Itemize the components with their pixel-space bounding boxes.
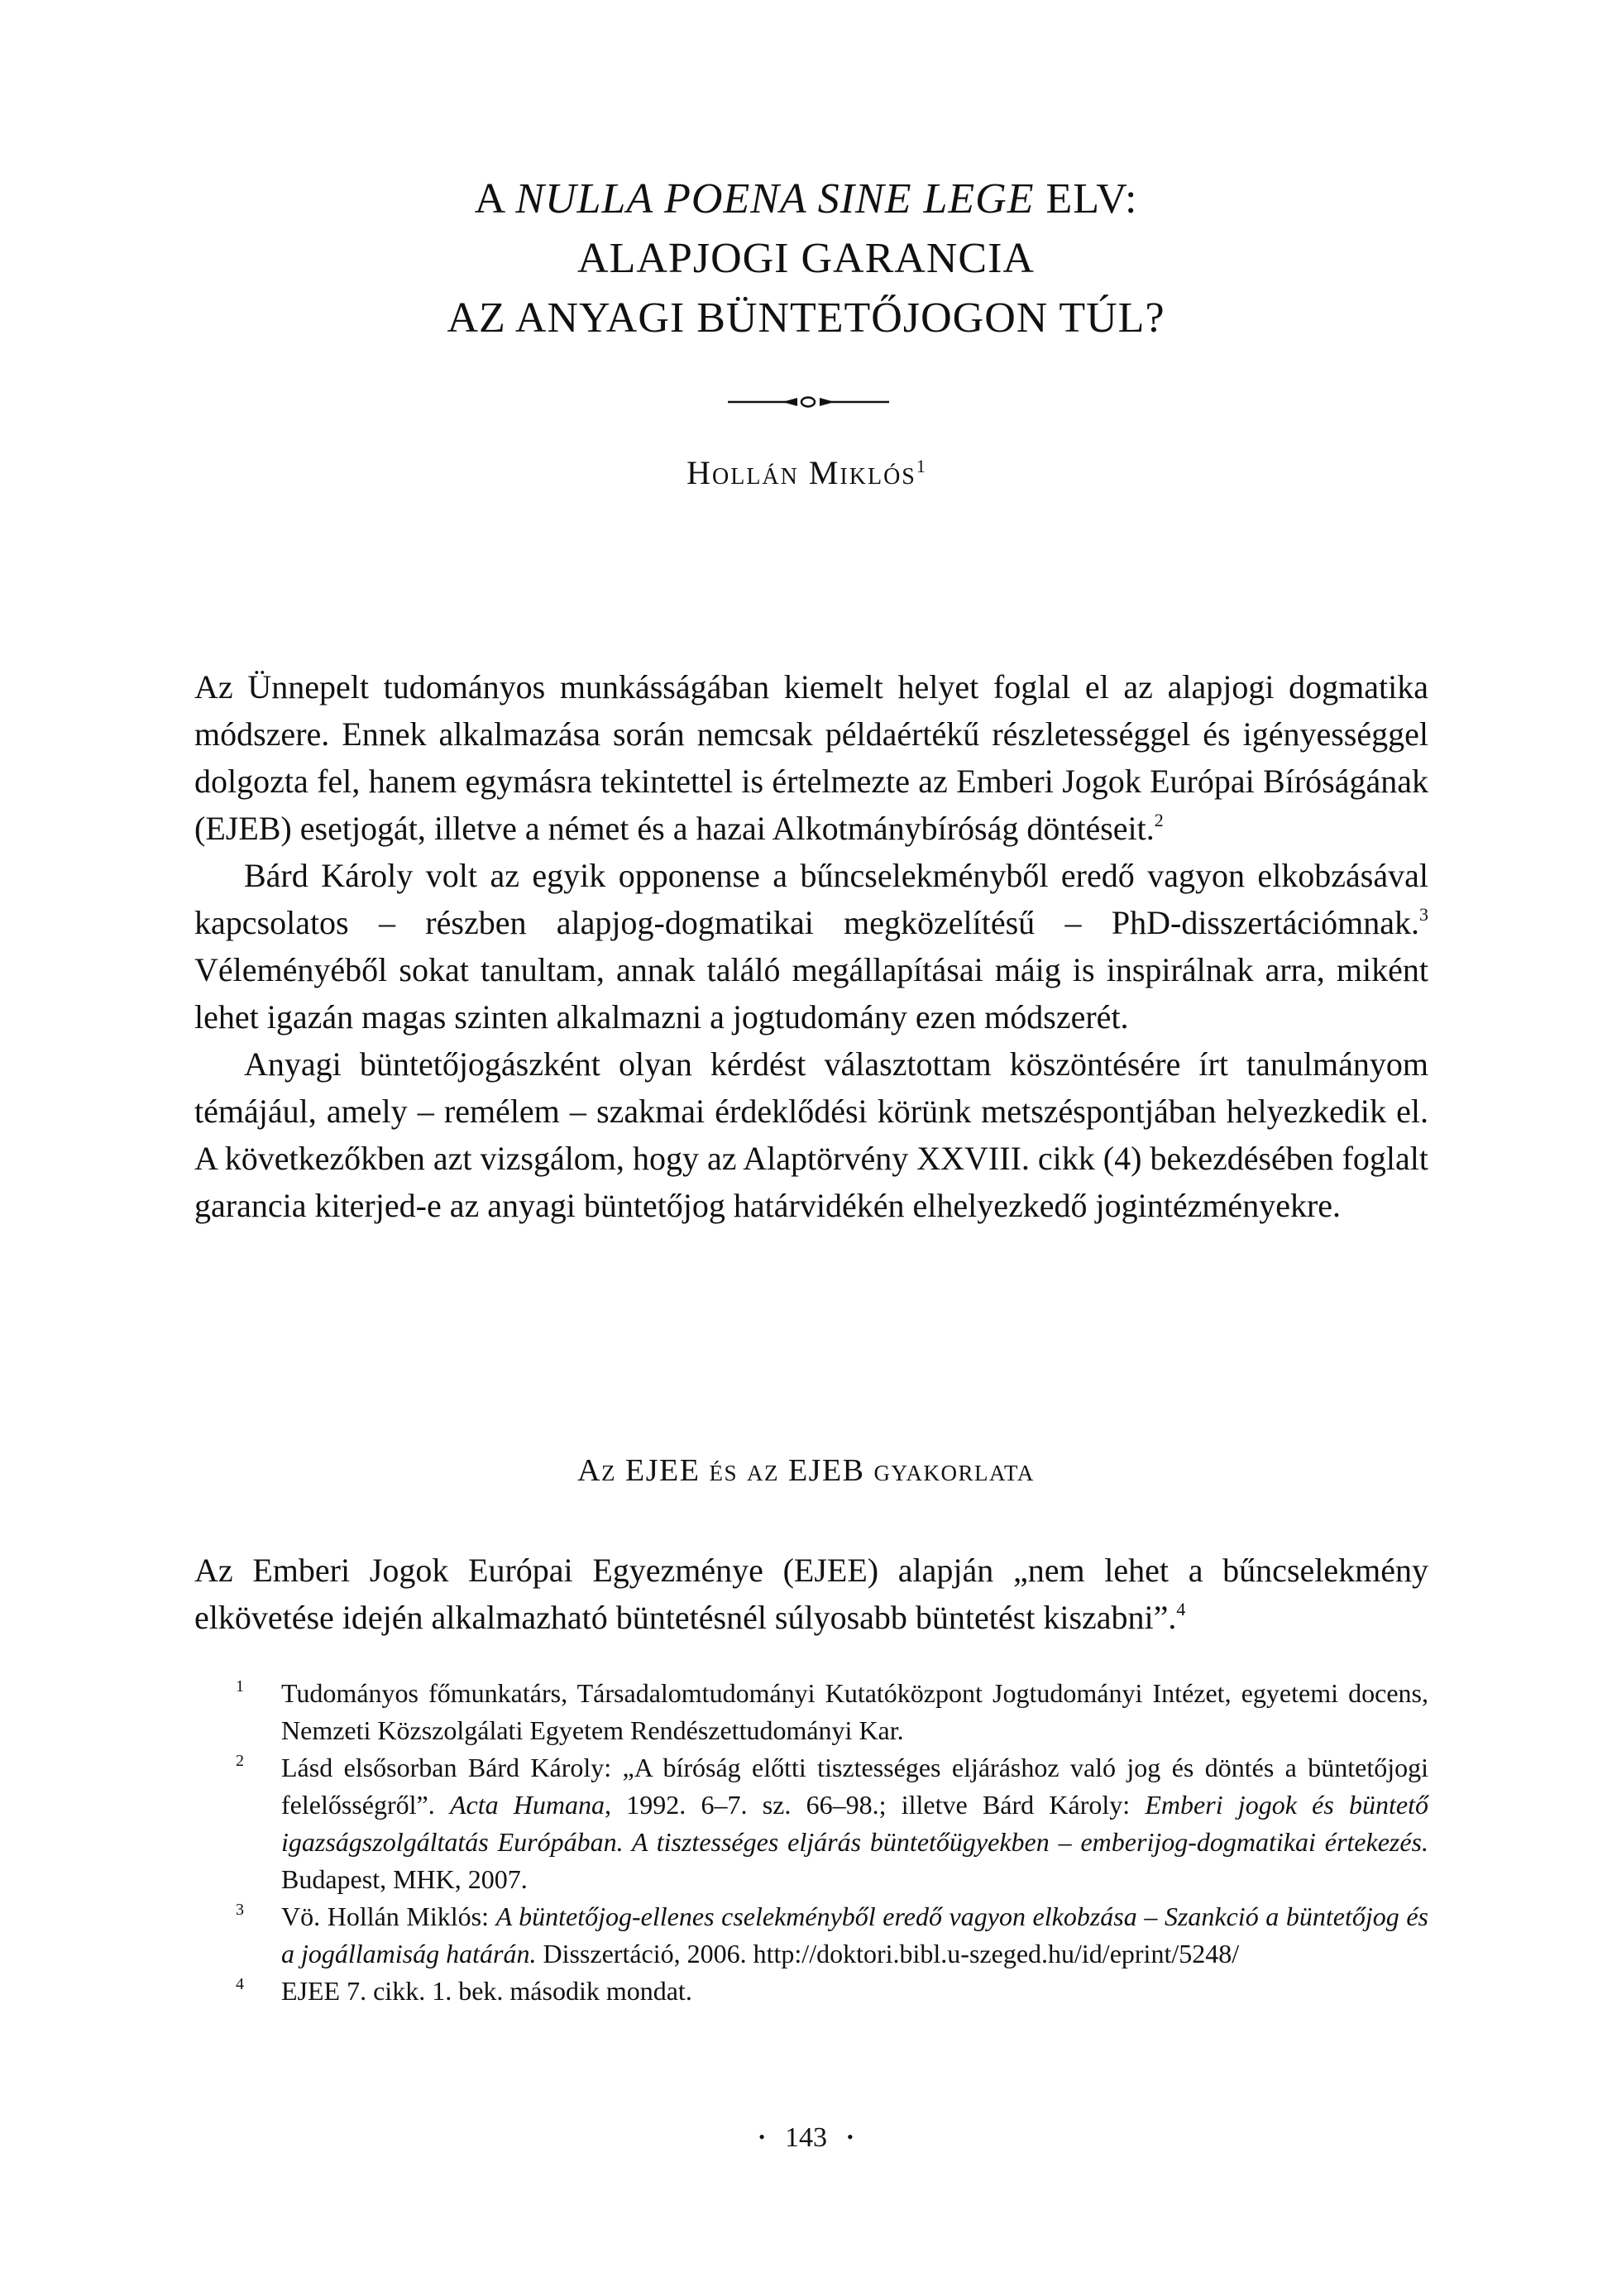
intro-body <box>194 663 1428 1229</box>
footnote-ref[interactable]: 4 <box>1176 1599 1186 1619</box>
footnotes <box>236 1675 1428 2010</box>
footnote: 4 EJEE 7. cikk. 1. bek. második mondat. <box>236 1973 1428 2010</box>
footnote-link[interactable]: Disszertáció, 2006. http://doktori.bibl.u-szeged.hu/id/eprint/5248/ <box>536 1939 1240 1968</box>
paragraph: Az Emberi Jogok Európai Egyezménye (EJEE) alapján „nem lehet a bűncselekmény elkövetése idején alkalmazható büntetésnél súlyosabb büntetést kiszabni”.$^4$ <box>194 1552 1428 1636</box>
footnote-number: 1 <box>236 1677 244 1696</box>
section-body <box>194 1547 1428 1641</box>
author-name: Hollán Miklós$^1$ <box>686 454 926 491</box>
footnote-ref[interactable]: 3 <box>1419 904 1428 925</box>
paragraph: Anyagi büntetőjogászként olyan kérdést választottam köszöntésére írt tanulmányom témájául, amely – remélem – szakmai érdeklődési körünk metszéspontjában helyezkedik el. A következőkben azt vizsgálom, hogy az Alaptörvény XXVIII. cikk (4) bekezdésében foglalt garancia kiterjed-e az anyagi büntetőjog határvidékén elhelyezkedő jogintézményekre. <box>194 1045 1428 1224</box>
title-line-1: A NULLA POENA SINE LEGE ELV: <box>474 175 1138 222</box>
paragraph: Bárd Károly volt az egyik opponense a bűncselekményből eredő vagyon elkobzásával kapcsolatos – részben alapjog-dogmatikai megközelítésű – PhD-disszertációmnak.$^3$ Véleményéből sokat tanultam, annak találó megállapításai máig is inspirálnak arra, miként lehet igazán magas szinten alkalmazni a jogtudomány ezen módszerét. <box>194 857 1428 1036</box>
article-title <box>0 170 1612 348</box>
footnote-number: 2 <box>236 1752 244 1770</box>
section-heading: Az EJEE és az EJEB gyakorlata <box>577 1453 1035 1488</box>
bullet-icon: • <box>758 2126 765 2147</box>
footnote: 3 Vö. Hollán Miklós: A büntetőjog-ellenes cselekményből eredő vagyon elkobzása – Szankció a büntetőjog és a jogállamiság határán. Disszertáció, 2006. http://doktori.bibl.u-szeged.hu/id/eprint/5248/ <box>236 1898 1428 1973</box>
footnote: 1 Tudományos főmunkatárs, Társadalomtudományi Kutatóközpont Jogtudományi Intézet, egyetemi docens, Nemzeti Közszolgálati Egyetem Rendészettudományi Kar. <box>236 1675 1428 1749</box>
page-number: • 143 • <box>758 2122 854 2153</box>
ornament-divider-icon <box>728 392 889 412</box>
footnote-number: 4 <box>236 1975 244 1993</box>
bullet-icon: • <box>847 2126 854 2147</box>
title-latin-phrase: NULLA POENA SINE LEGE <box>515 175 1035 222</box>
footnote: 2 Lásd elsősorban Bárd Károly: „A bíróság előtti tisztességes eljáráshoz való jog és döntés a büntetőjogi felelősségről”. Acta Humana, 1992. 6–7. sz. 66–98.; illetve Bárd Károly: Emberi jogok és büntető igazságszolgáltatás Európában. A tisztességes eljárás büntetőügyekben – emberijog-dogmatikai értekezés. Budapest, MHK, 2007. <box>236 1749 1428 1898</box>
footnote-number: 3 <box>236 1901 244 1919</box>
title-line-2: ALAPJOGI GARANCIA <box>577 235 1035 282</box>
footnote-ref[interactable]: 1 <box>916 456 926 476</box>
paragraph: Az Ünnepelt tudományos munkásságában kiemelt helyet foglal el az alapjogi dogmatika módszere. Ennek alkalmazása során nemcsak példaértékű részletességgel és igényességgel dolgozta fel, hanem egymásra tekintettel is értelmezte az Emberi Jogok Európai Bíróságának (EJEB) esetjogát, illetve a német és a hazai Alkotmánybíróság döntéseit.$^2$ <box>194 668 1428 847</box>
footnote-ref[interactable]: 2 <box>1154 810 1164 830</box>
title-line-3: AZ ANYAGI BÜNTETŐJOGON TÚL? <box>447 294 1165 342</box>
